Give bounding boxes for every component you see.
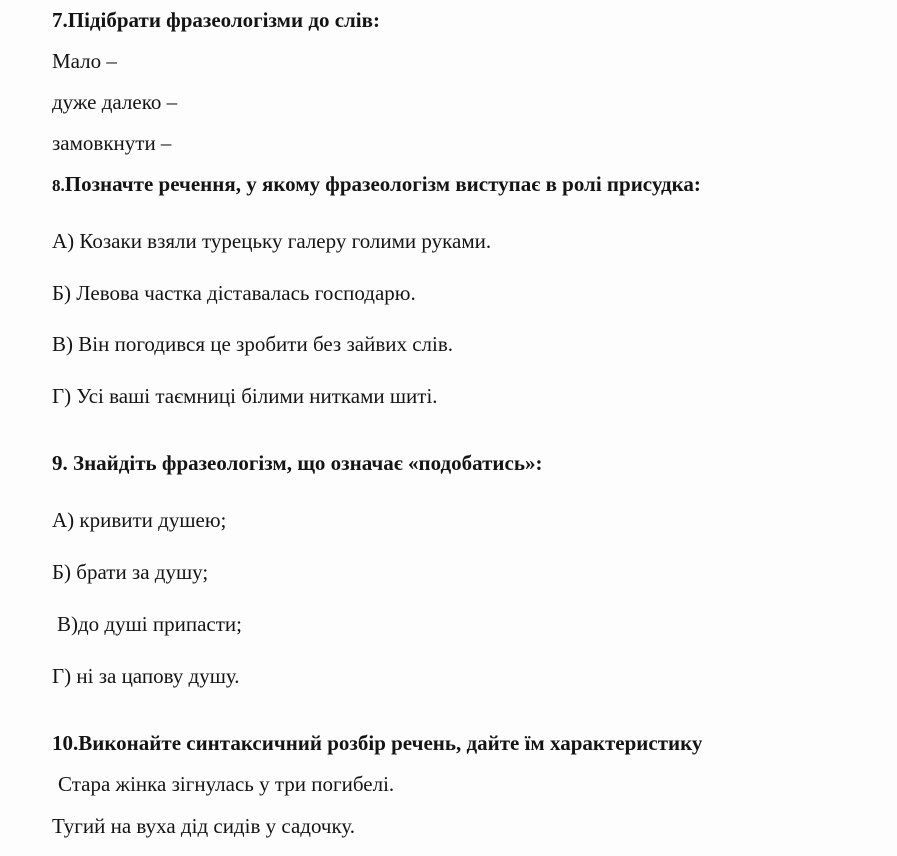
task10-sentence: Стара жінка зігнулась у три погибелі.	[58, 772, 395, 796]
task8-option: Г) Усі ваші таємниці білими нитками шиті.	[52, 384, 438, 408]
task8-heading	[52, 172, 701, 198]
task10-heading: 10.Виконайте синтаксичний розбір речень, дайте їм характеристику	[52, 731, 703, 755]
task9-option: А) кривити душею;	[52, 508, 227, 532]
task8-option: А) Козаки взяли турецьку галеру голими руками.	[52, 229, 492, 253]
task7-item: замовкнути –	[52, 131, 172, 155]
task8-number: 8.	[52, 176, 65, 195]
task9-heading: 9. Знайдіть фразеологізм, що означає «подобатись»:	[52, 451, 543, 475]
task9-option: Г) ні за цапову душу.	[52, 664, 240, 688]
task7-heading: 7.Підібрати фразеологізми до слів:	[52, 8, 380, 32]
task10-sentence: Тугий на вуха дід сидів у садочку.	[52, 814, 356, 838]
task9-option: Б) брати за душу;	[52, 560, 209, 584]
task7-item: Мало –	[52, 49, 117, 73]
task8-heading-text: Позначте речення, у якому фразеологізм виступає в ролі присудка:	[64, 172, 701, 196]
task7-item: дуже далеко –	[52, 90, 178, 114]
task8-option: В) Він погодився це зробити без зайвих слів.	[52, 332, 454, 356]
task9-option: В)до душі припасти;	[57, 612, 242, 636]
task8-option: Б) Левова частка діставалась господарю.	[52, 281, 416, 305]
